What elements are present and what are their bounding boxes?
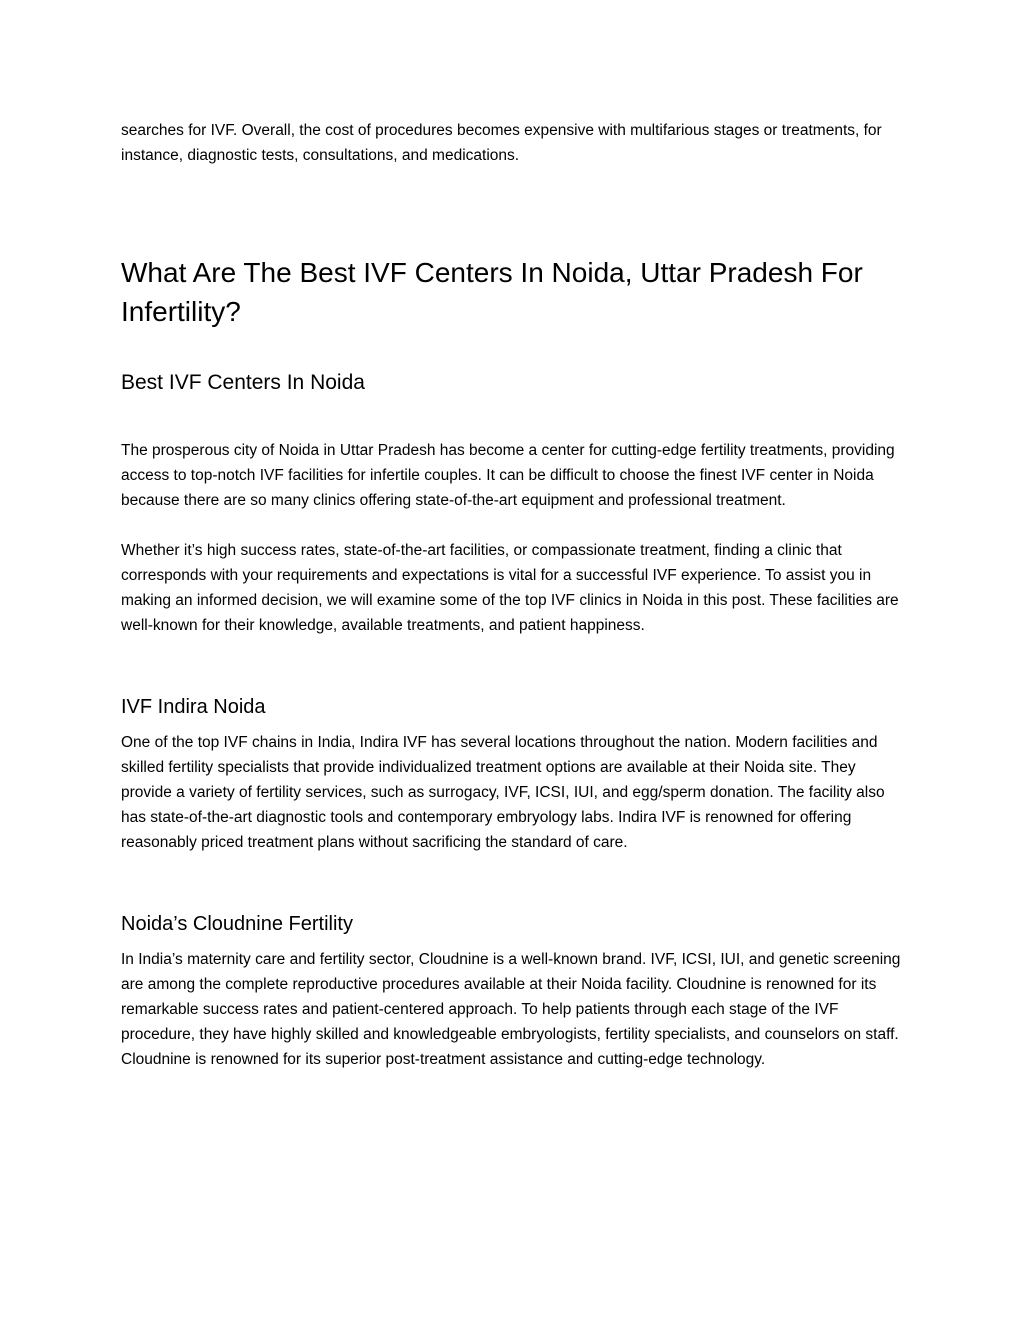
section-ivf-indira (121, 694, 902, 855)
section-body-ivf-indira: One of the top IVF chains in India, Indira IVF has several locations throughout the nation. Modern facilities and skilled fertility specialists that provide individualized treatment options are available at their Noida site. They provide a variety of fertility services, such as surrogacy, IVF, ICSI, IUI, and egg/sperm donation. The facility also has state-of-the-art diagnostic tools and contemporary embryology labs. Indira IVF is renowned for offering reasonably priced treatment plans without sacrificing the standard of care. (121, 734, 885, 851)
intro-paragraph: searches for IVF. Overall, the cost of procedures becomes expensive with multifarious stages or treatments, for instance, diagnostic tests, consultations, and medications. (121, 122, 882, 164)
main-heading: What Are The Best IVF Centers In Noida, Uttar Pradesh For Infertility? (121, 257, 863, 327)
overview-paragraph-2: Whether it’s high success rates, state-of-the-art facilities, or compassionate treatment, finding a clinic that corresponds with your requirements and expectations is vital for a successful IVF experience. To assist you in making an informed decision, we will examine some of the top IVF clinics in Noida in this post. These facilities are well-known for their knowledge, available treatments, and patient happiness. (121, 542, 899, 634)
overview-paragraph-1: The prosperous city of Noida in Uttar Pradesh has become a center for cutting-edge fertility treatments, providing access to top-notch IVF facilities for infertile couples. It can be difficult to choose the finest IVF center in Noida because there are so many clinics offering state-of-the-art equipment and professional treatment. (121, 442, 895, 509)
section-heading-ivf-indira: IVF Indira Noida (121, 696, 266, 718)
sub-heading: Best IVF Centers In Noida (121, 371, 365, 394)
section-body-cloudnine: In India’s maternity care and fertility sector, Cloudnine is a well-known brand. IVF, ICSI, IUI, and genetic screening are among the complete reproductive procedures available at their Noida facility. Cloudnine is renowned for its remarkable success rates and patient-centered approach. To help patients through each stage of the IVF procedure, they have highly skilled and knowledgeable embryologists, fertility specialists, and counselors on staff. Cloudnine is renowned for its superior post-treatment assistance and cutting-edge technology. (121, 951, 901, 1068)
section-heading-cloudnine: Noida’s Cloudnine Fertility (121, 913, 353, 935)
document-content (121, 118, 902, 1072)
section-cloudnine (121, 911, 902, 1072)
